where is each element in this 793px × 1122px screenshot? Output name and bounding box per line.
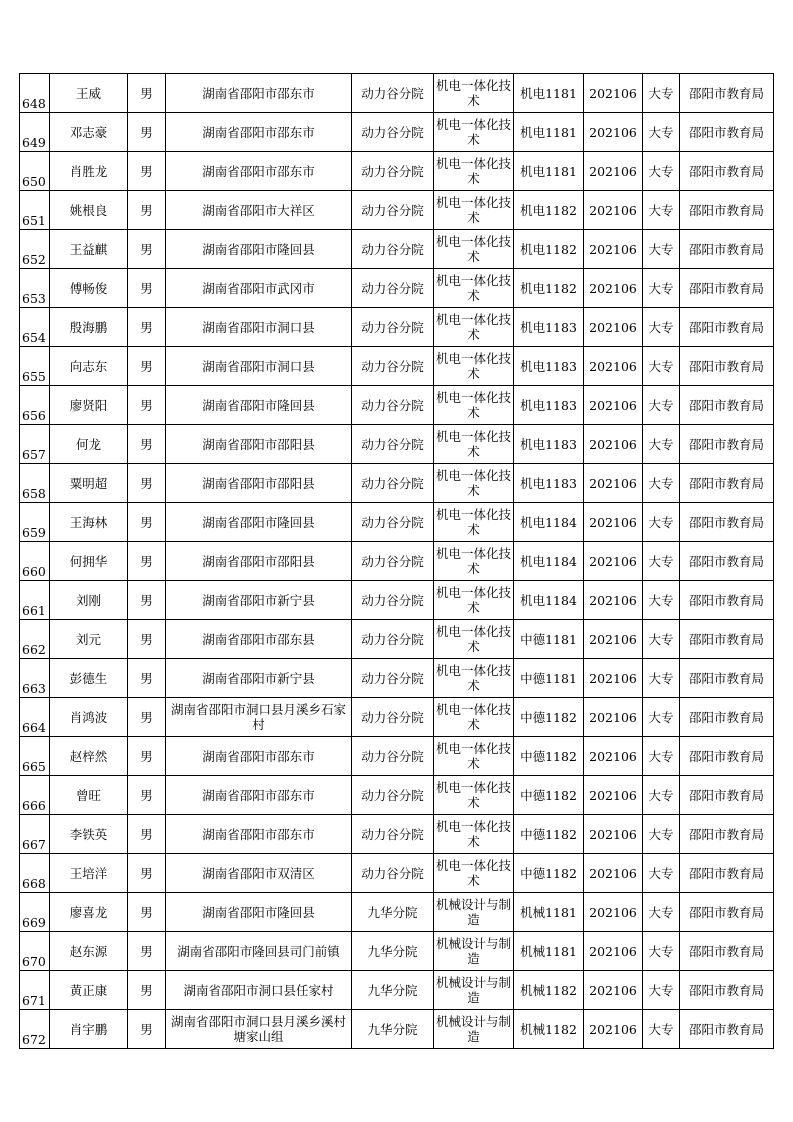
department-cell: 邵阳市教育局: [680, 74, 774, 113]
department-cell: 邵阳市教育局: [680, 152, 774, 191]
class-cell: 中德1182: [514, 776, 584, 815]
student-name: 王海林: [50, 503, 128, 542]
row-number: 658: [20, 464, 50, 503]
origin-address: 湖南省邵阳市洞口县: [166, 347, 352, 386]
row-number: 649: [20, 113, 50, 152]
department-cell: 邵阳市教育局: [680, 347, 774, 386]
row-number: 653: [20, 269, 50, 308]
student-name: 粟明超: [50, 464, 128, 503]
major-cell: 机电一体化技术: [434, 425, 514, 464]
origin-address: 湖南省邵阳市隆回县司门前镇: [166, 932, 352, 971]
gender-cell: 男: [128, 347, 166, 386]
student-name: 刘刚: [50, 581, 128, 620]
graduation-date: 202106: [584, 620, 643, 659]
gender-cell: 男: [128, 620, 166, 659]
table-row: [20, 269, 774, 308]
table-row: [20, 815, 774, 854]
gender-cell: 男: [128, 152, 166, 191]
table-row: [20, 425, 774, 464]
class-cell: 机电1182: [514, 230, 584, 269]
student-name: 黄正康: [50, 971, 128, 1010]
graduation-date: 202106: [584, 776, 643, 815]
graduation-date: 202106: [584, 971, 643, 1010]
department-cell: 邵阳市教育局: [680, 191, 774, 230]
college-cell: 动力谷分院: [352, 191, 434, 230]
major-cell: 机电一体化技术: [434, 230, 514, 269]
department-cell: 邵阳市教育局: [680, 1010, 774, 1049]
table-row: [20, 113, 774, 152]
row-number: 670: [20, 932, 50, 971]
row-number: 671: [20, 971, 50, 1010]
major-cell: 机电一体化技术: [434, 464, 514, 503]
class-cell: 机电1183: [514, 347, 584, 386]
department-cell: 邵阳市教育局: [680, 776, 774, 815]
graduation-date: 202106: [584, 893, 643, 932]
student-name: 肖鸿波: [50, 698, 128, 737]
class-cell: 机电1183: [514, 308, 584, 347]
class-cell: 机械1181: [514, 932, 584, 971]
college-cell: 动力谷分院: [352, 230, 434, 269]
department-cell: 邵阳市教育局: [680, 425, 774, 464]
college-cell: 动力谷分院: [352, 581, 434, 620]
table-row: [20, 230, 774, 269]
class-cell: 机电1184: [514, 542, 584, 581]
education-level: 大专: [643, 74, 680, 113]
class-cell: 中德1182: [514, 698, 584, 737]
college-cell: 动力谷分院: [352, 425, 434, 464]
college-cell: 动力谷分院: [352, 386, 434, 425]
education-level: 大专: [643, 191, 680, 230]
department-cell: 邵阳市教育局: [680, 542, 774, 581]
gender-cell: 男: [128, 815, 166, 854]
education-level: 大专: [643, 386, 680, 425]
education-level: 大专: [643, 776, 680, 815]
gender-cell: 男: [128, 542, 166, 581]
row-number: 668: [20, 854, 50, 893]
table-row: [20, 503, 774, 542]
student-name: 彭德生: [50, 659, 128, 698]
class-cell: 机电1183: [514, 425, 584, 464]
education-level: 大专: [643, 971, 680, 1010]
class-cell: 中德1181: [514, 659, 584, 698]
gender-cell: 男: [128, 932, 166, 971]
gender-cell: 男: [128, 698, 166, 737]
student-name: 刘元: [50, 620, 128, 659]
row-number: 657: [20, 425, 50, 464]
table-row: [20, 932, 774, 971]
major-cell: 机电一体化技术: [434, 698, 514, 737]
graduation-date: 202106: [584, 269, 643, 308]
table-row: [20, 1010, 774, 1049]
table-row: [20, 620, 774, 659]
row-number: 666: [20, 776, 50, 815]
education-level: 大专: [643, 581, 680, 620]
education-level: 大专: [643, 659, 680, 698]
graduation-date: 202106: [584, 308, 643, 347]
major-cell: 机电一体化技术: [434, 191, 514, 230]
graduation-date: 202106: [584, 464, 643, 503]
class-cell: 机电1184: [514, 581, 584, 620]
row-number: 664: [20, 698, 50, 737]
student-name: 王威: [50, 74, 128, 113]
graduation-date: 202106: [584, 347, 643, 386]
gender-cell: 男: [128, 191, 166, 230]
graduation-date: 202106: [584, 581, 643, 620]
table-row: [20, 737, 774, 776]
college-cell: 动力谷分院: [352, 776, 434, 815]
class-cell: 机电1183: [514, 386, 584, 425]
graduation-date: 202106: [584, 854, 643, 893]
department-cell: 邵阳市教育局: [680, 971, 774, 1010]
graduation-date: 202106: [584, 191, 643, 230]
origin-address: 湖南省邵阳市邵东市: [166, 74, 352, 113]
student-name: 王益麒: [50, 230, 128, 269]
row-number: 660: [20, 542, 50, 581]
table-row: [20, 152, 774, 191]
college-cell: 动力谷分院: [352, 698, 434, 737]
gender-cell: 男: [128, 230, 166, 269]
department-cell: 邵阳市教育局: [680, 230, 774, 269]
row-number: 651: [20, 191, 50, 230]
origin-address: 湖南省邵阳市邵东县: [166, 620, 352, 659]
college-cell: 动力谷分院: [352, 542, 434, 581]
department-cell: 邵阳市教育局: [680, 932, 774, 971]
origin-address: 湖南省邵阳市新宁县: [166, 581, 352, 620]
education-level: 大专: [643, 932, 680, 971]
class-cell: 中德1182: [514, 854, 584, 893]
education-level: 大专: [643, 737, 680, 776]
major-cell: 机电一体化技术: [434, 308, 514, 347]
origin-address: 湖南省邵阳市邵东市: [166, 776, 352, 815]
class-cell: 机电1184: [514, 503, 584, 542]
education-level: 大专: [643, 815, 680, 854]
education-level: 大专: [643, 308, 680, 347]
major-cell: 机电一体化技术: [434, 269, 514, 308]
table-row: [20, 464, 774, 503]
graduation-date: 202106: [584, 542, 643, 581]
gender-cell: 男: [128, 464, 166, 503]
gender-cell: 男: [128, 971, 166, 1010]
student-name: 赵梓然: [50, 737, 128, 776]
class-cell: 中德1182: [514, 737, 584, 776]
table-row: [20, 698, 774, 737]
major-cell: 机电一体化技术: [434, 737, 514, 776]
row-number: 663: [20, 659, 50, 698]
college-cell: 九华分院: [352, 893, 434, 932]
college-cell: 动力谷分院: [352, 503, 434, 542]
origin-address: 湖南省邵阳市邵东市: [166, 113, 352, 152]
education-level: 大专: [643, 698, 680, 737]
row-number: 655: [20, 347, 50, 386]
major-cell: 机械设计与制造: [434, 932, 514, 971]
class-cell: 机械1182: [514, 1010, 584, 1049]
graduation-date: 202106: [584, 113, 643, 152]
graduation-date: 202106: [584, 698, 643, 737]
college-cell: 九华分院: [352, 971, 434, 1010]
row-number: 650: [20, 152, 50, 191]
college-cell: 动力谷分院: [352, 308, 434, 347]
education-level: 大专: [643, 893, 680, 932]
department-cell: 邵阳市教育局: [680, 815, 774, 854]
college-cell: 动力谷分院: [352, 269, 434, 308]
origin-address: 湖南省邵阳市洞口县月溪乡石家村: [166, 698, 352, 737]
row-number: 654: [20, 308, 50, 347]
college-cell: 动力谷分院: [352, 620, 434, 659]
major-cell: 机械设计与制造: [434, 971, 514, 1010]
major-cell: 机电一体化技术: [434, 659, 514, 698]
department-cell: 邵阳市教育局: [680, 581, 774, 620]
table-row: [20, 776, 774, 815]
department-cell: 邵阳市教育局: [680, 698, 774, 737]
graduation-date: 202106: [584, 386, 643, 425]
education-level: 大专: [643, 1010, 680, 1049]
class-cell: 机电1181: [514, 74, 584, 113]
student-name: 向志东: [50, 347, 128, 386]
education-level: 大专: [643, 542, 680, 581]
origin-address: 湖南省邵阳市隆回县: [166, 503, 352, 542]
table-row: [20, 971, 774, 1010]
college-cell: 动力谷分院: [352, 347, 434, 386]
table-row: [20, 308, 774, 347]
gender-cell: 男: [128, 1010, 166, 1049]
major-cell: 机械设计与制造: [434, 1010, 514, 1049]
student-name: 傅畅俊: [50, 269, 128, 308]
education-level: 大专: [643, 464, 680, 503]
table-row: [20, 659, 774, 698]
class-cell: 机电1181: [514, 113, 584, 152]
table-row: [20, 893, 774, 932]
class-cell: 机电1183: [514, 464, 584, 503]
row-number: 652: [20, 230, 50, 269]
table-row: [20, 347, 774, 386]
major-cell: 机电一体化技术: [434, 581, 514, 620]
origin-address: 湖南省邵阳市邵阳县: [166, 425, 352, 464]
gender-cell: 男: [128, 269, 166, 308]
education-level: 大专: [643, 269, 680, 308]
class-cell: 机械1181: [514, 893, 584, 932]
gender-cell: 男: [128, 113, 166, 152]
gender-cell: 男: [128, 74, 166, 113]
origin-address: 湖南省邵阳市隆回县: [166, 386, 352, 425]
origin-address: 湖南省邵阳市隆回县: [166, 230, 352, 269]
gender-cell: 男: [128, 425, 166, 464]
row-number: 667: [20, 815, 50, 854]
student-name: 廖喜龙: [50, 893, 128, 932]
graduation-date: 202106: [584, 1010, 643, 1049]
college-cell: 动力谷分院: [352, 152, 434, 191]
college-cell: 动力谷分院: [352, 659, 434, 698]
department-cell: 邵阳市教育局: [680, 308, 774, 347]
student-name: 赵东源: [50, 932, 128, 971]
education-level: 大专: [643, 503, 680, 542]
origin-address: 湖南省邵阳市双清区: [166, 854, 352, 893]
graduation-date: 202106: [584, 503, 643, 542]
gender-cell: 男: [128, 776, 166, 815]
college-cell: 九华分院: [352, 932, 434, 971]
department-cell: 邵阳市教育局: [680, 113, 774, 152]
graduation-date: 202106: [584, 659, 643, 698]
row-number: 669: [20, 893, 50, 932]
origin-address: 湖南省邵阳市隆回县: [166, 893, 352, 932]
education-level: 大专: [643, 113, 680, 152]
student-name: 廖贤阳: [50, 386, 128, 425]
major-cell: 机电一体化技术: [434, 347, 514, 386]
origin-address: 湖南省邵阳市邵东市: [166, 152, 352, 191]
college-cell: 动力谷分院: [352, 113, 434, 152]
gender-cell: 男: [128, 659, 166, 698]
origin-address: 湖南省邵阳市洞口县任家村: [166, 971, 352, 1010]
education-level: 大专: [643, 620, 680, 659]
college-cell: 九华分院: [352, 1010, 434, 1049]
student-name: 殷海鹏: [50, 308, 128, 347]
major-cell: 机电一体化技术: [434, 152, 514, 191]
origin-address: 湖南省邵阳市邵东市: [166, 815, 352, 854]
origin-address: 湖南省邵阳市邵阳县: [166, 542, 352, 581]
gender-cell: 男: [128, 581, 166, 620]
department-cell: 邵阳市教育局: [680, 893, 774, 932]
row-number: 672: [20, 1010, 50, 1049]
row-number: 665: [20, 737, 50, 776]
student-name: 姚根良: [50, 191, 128, 230]
major-cell: 机电一体化技术: [434, 74, 514, 113]
row-number: 656: [20, 386, 50, 425]
student-name: 何龙: [50, 425, 128, 464]
student-name: 肖胜龙: [50, 152, 128, 191]
student-name: 曾旺: [50, 776, 128, 815]
class-cell: 机电1182: [514, 191, 584, 230]
college-cell: 动力谷分院: [352, 854, 434, 893]
major-cell: 机电一体化技术: [434, 503, 514, 542]
student-name: 王培洋: [50, 854, 128, 893]
graduation-date: 202106: [584, 152, 643, 191]
row-number: 661: [20, 581, 50, 620]
college-cell: 动力谷分院: [352, 815, 434, 854]
major-cell: 机电一体化技术: [434, 386, 514, 425]
student-name: 李铁英: [50, 815, 128, 854]
education-level: 大专: [643, 152, 680, 191]
education-level: 大专: [643, 347, 680, 386]
education-level: 大专: [643, 425, 680, 464]
department-cell: 邵阳市教育局: [680, 464, 774, 503]
origin-address: 湖南省邵阳市邵阳县: [166, 464, 352, 503]
origin-address: 湖南省邵阳市洞口县月溪乡溪村塘家山组: [166, 1010, 352, 1049]
student-name: 肖宇鹏: [50, 1010, 128, 1049]
row-number: 659: [20, 503, 50, 542]
graduation-date: 202106: [584, 737, 643, 776]
college-cell: 动力谷分院: [352, 464, 434, 503]
table-row: [20, 386, 774, 425]
student-name: 邓志豪: [50, 113, 128, 152]
department-cell: 邵阳市教育局: [680, 659, 774, 698]
education-level: 大专: [643, 230, 680, 269]
major-cell: 机电一体化技术: [434, 542, 514, 581]
class-cell: 机电1182: [514, 269, 584, 308]
gender-cell: 男: [128, 503, 166, 542]
department-cell: 邵阳市教育局: [680, 854, 774, 893]
student-roster-table: [19, 73, 774, 1049]
table-row: [20, 581, 774, 620]
major-cell: 机电一体化技术: [434, 815, 514, 854]
major-cell: 机电一体化技术: [434, 854, 514, 893]
table-row: [20, 542, 774, 581]
college-cell: 动力谷分院: [352, 74, 434, 113]
graduation-date: 202106: [584, 74, 643, 113]
major-cell: 机电一体化技术: [434, 620, 514, 659]
row-number: 648: [20, 74, 50, 113]
origin-address: 湖南省邵阳市大祥区: [166, 191, 352, 230]
major-cell: 机电一体化技术: [434, 776, 514, 815]
origin-address: 湖南省邵阳市洞口县: [166, 308, 352, 347]
gender-cell: 男: [128, 308, 166, 347]
origin-address: 湖南省邵阳市新宁县: [166, 659, 352, 698]
table-row: [20, 191, 774, 230]
graduation-date: 202106: [584, 932, 643, 971]
gender-cell: 男: [128, 737, 166, 776]
origin-address: 湖南省邵阳市武冈市: [166, 269, 352, 308]
major-cell: 机电一体化技术: [434, 113, 514, 152]
department-cell: 邵阳市教育局: [680, 269, 774, 308]
graduation-date: 202106: [584, 425, 643, 464]
gender-cell: 男: [128, 893, 166, 932]
graduation-date: 202106: [584, 230, 643, 269]
class-cell: 机电1181: [514, 152, 584, 191]
gender-cell: 男: [128, 854, 166, 893]
gender-cell: 男: [128, 386, 166, 425]
class-cell: 中德1181: [514, 620, 584, 659]
class-cell: 中德1182: [514, 815, 584, 854]
table-row: [20, 74, 774, 113]
department-cell: 邵阳市教育局: [680, 737, 774, 776]
department-cell: 邵阳市教育局: [680, 503, 774, 542]
department-cell: 邵阳市教育局: [680, 386, 774, 425]
department-cell: 邵阳市教育局: [680, 620, 774, 659]
table-row: [20, 854, 774, 893]
class-cell: 机械1182: [514, 971, 584, 1010]
origin-address: 湖南省邵阳市邵东市: [166, 737, 352, 776]
student-name: 何拥华: [50, 542, 128, 581]
graduation-date: 202106: [584, 815, 643, 854]
major-cell: 机械设计与制造: [434, 893, 514, 932]
college-cell: 动力谷分院: [352, 737, 434, 776]
education-level: 大专: [643, 854, 680, 893]
row-number: 662: [20, 620, 50, 659]
